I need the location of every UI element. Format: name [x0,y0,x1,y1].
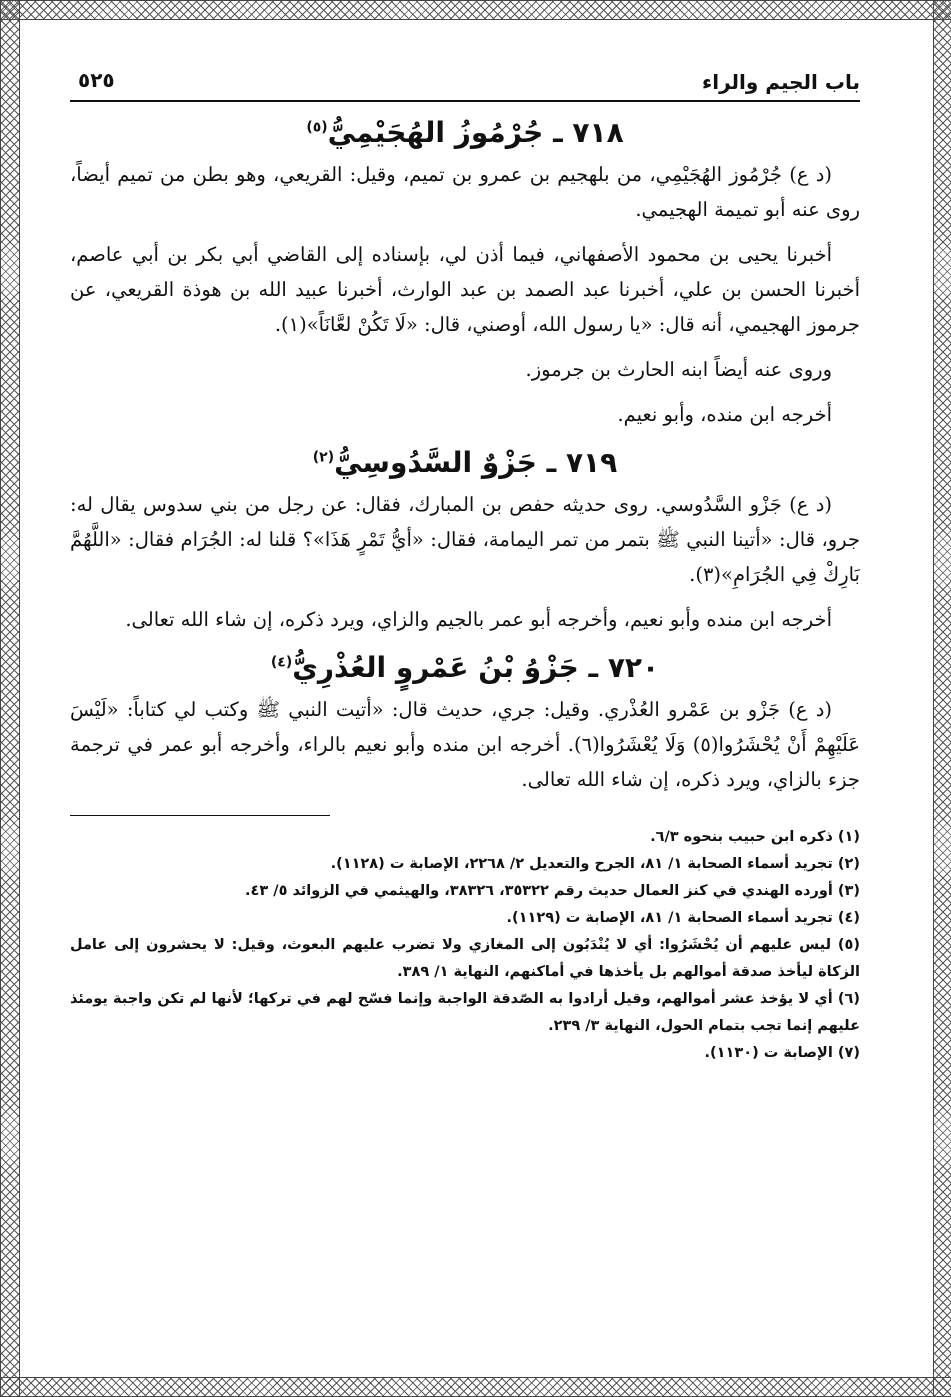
entry-paragraph: (د ع) جُرْمُوز الهُجَيْمِي، من بلهجيم بن عمرو بن تميم، وقيل: القريعي، وهو بطن من تميم أيضاً، روى عنه أبو تميمة الهجيمي. [70,163,860,221]
footnote: (٢) تجريد أسماء الصحابة ١/ ٨١، الجرح والتعديل ٢/ ٢٢٦٨، الإصابة ت (١١٢٨). [330,856,860,872]
entry-ref: (٢) [312,449,335,466]
entry-ref: (٥) [306,119,328,136]
entry-ref: (٤) [270,654,293,671]
entry-paragraph: (د ع) جَزْو السَّدُوسي. روى حديثه حفص بن المبارك، فقال: عن رجل من بني سدوس يقال له: جرو، قال: «أتينا النبي ﷺ بتمر من تمر اليمامة، فقال: «أيُّ تَمْرٍ هَذَا»؟ قلنا له: الجُرَام فقال: «اللَّهُمَّ بَارِكْ فِي الجُرَامِ»(٣). [70,493,860,586]
footnote-rule [70,815,330,816]
footnote: (٣) أورده الهندي في كنز العمال حديث رقم ٣٥٣٢٢، ٣٨٣٢٦، والهيثمي في الزوائد ٥/ ٤٣. [244,883,860,899]
ornamental-border-top [0,0,951,20]
entry-title-720: ٧٢٠ ـ جَزْوُ بْنُ عَمْروٍ العُذْرِيُّ$^{(٤)}$ [270,651,660,684]
ornamental-border-bottom [0,1377,951,1397]
entry-paragraph: أخرجه ابن منده، وأبو نعيم. [617,403,832,426]
entry-title-719: ٧١٩ ـ جَزْوٌ السَّدُوسِيُّ$^{(٢)}$ [312,446,618,479]
ornamental-border-left [0,0,20,1397]
entry-paragraph: أخبرنا يحيى بن محمود الأصفهاني، فيما أذن لي، بإسناده إلى القاضي أبي بكر بن أبي عاصم، أخبرنا الحسن بن علي، أخبرنا عبد الصمد بن عبد الوارث، أخبرنا عبيد الله بن هوذة القريعي، عن جرموز الهجيمي، أنه قال: «يا رسول الله، أوصني، قال: «لَا تَكُنْ لعَّانَاً»(١). [70,243,860,336]
footnote: (١) ذكره ابن حبيب بنحوه ٦/٣. [650,829,860,845]
footnotes [70,815,860,1067]
chapter-title: باب الجيم والراء [702,70,860,94]
footnote: (٥) ليس عليهم أن يُحْشَرُوا: أي لا يُنْدَبُون إلى المغازي ولا تضرب عليهم البعوث، وقيل: لا يحشرون إلى عامل الزكاة ليأخذ صدقة أموالهم بل يأخذها في أماكنهم، النهاية ١/ ٣٨٩. [70,937,860,980]
book-page [70,60,860,1067]
entry-paragraph: وروى عنه أيضاً ابنه الحارث بن جرموز. [525,358,832,381]
entry-title-718: ٧١٨ ـ جُرْمُوزُ الهُجَيْمِيُّ$^{(٥)}$ [306,116,624,149]
running-head [70,60,860,102]
footnote: (٧) الإصابة ت (١١٣٠). [704,1045,860,1061]
footnote: (٤) تجريد أسماء الصحابة ١/ ٨١، الإصابة ت (١١٢٩). [506,910,860,926]
footnote: (٦) أي لا يؤخذ عشر أموالهم، وقيل أرادوا به الصّدقة الواجبة وإنما فسّح لهم في تركها؛ لأنها لم تكن واجبة يومئذ عليهم إنما تجب بتمام الحول، النهاية ٣/ ٢٣٩. [70,991,860,1034]
entry-paragraph: أخرجه ابن منده وأبو نعيم، وأخرجه أبو عمر بالجيم والزاي، ويرد ذكره، إن شاء الله تعالى. [125,608,832,631]
ornamental-border-right [933,0,951,1397]
page-number: ٥٢٥ [78,68,115,92]
entry-paragraph: (د ع) جَزْو بن عَمْرو العُذْري. وقيل: جري، حديث قال: «أتيت النبي ﷺ وكتب لي كتاباً: «لَيْسَ عَلَيْهِمْ أَنْ يُحْشَرُوا(٥) وَلَا يُعْشَرُوا(٦). أخرجه ابن منده وأبو نعيم بالراء، وأخرجه أبو عمر في ترجمة جزء بالزاي، ويرد ذكره، إن شاء الله تعالى. [70,698,860,791]
